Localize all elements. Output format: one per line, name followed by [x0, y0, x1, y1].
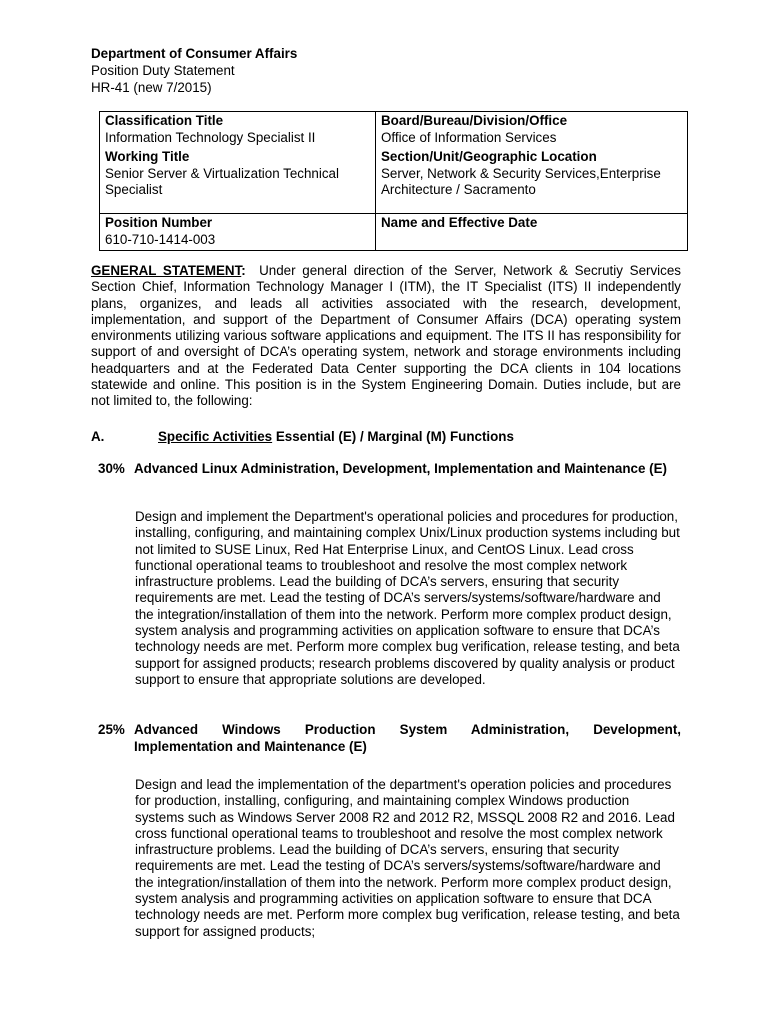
general-statement-heading: GENERAL STATEMENT [91, 263, 242, 278]
classification-cell [100, 112, 376, 149]
position-number-cell [100, 214, 376, 251]
department-name: Department of Consumer Affairs [91, 46, 298, 61]
section-a-letter: A. [91, 429, 105, 444]
board-label: Board/Bureau/Division/Office [381, 113, 568, 128]
board-value: Office of Information Services [381, 129, 557, 145]
section-a-rest: Essential (E) / Marginal (M) Functions [275, 429, 514, 444]
duty-1-body: Design and implement the Department's operational policies and procedures for production, installing, configuring, and maintaining complex Unix/Linux production systems including but not limited to SUSE Linux, Red Hat Enterprise Linux, and CentOS Linux. Lead cross functional operational teams to troubleshoot and resolve the most complex network infrastructure problems. Lead the building of DCA’s servers, ensuring that security requirements are met. Lead the testing of DCA’s servers/systems/software/hardware and the integration/installation of them into the network. Perform more complex product design, system analysis and programming activities on application software to ensure that DCA’s technology needs are met. Perform more complex bug verification, release testing, and beta support for assigned products; research problems discovered by quality analysis or product support to ensure that appropriate solutions are developed. [135, 509, 680, 687]
name-date-label: Name and Effective Date [381, 215, 538, 230]
position-info-table [99, 111, 688, 251]
document-header [91, 45, 297, 96]
section-label: Section/Unit/Geographic Location [381, 149, 597, 164]
board-cell [376, 112, 688, 149]
position-number-value: 610-710-1414-003 [105, 231, 216, 247]
working-title-label: Working Title [105, 149, 190, 164]
working-title-cell [100, 148, 376, 214]
working-title-value: Senior Server & Virtualization Technical Specialist [105, 165, 339, 197]
duty-2-title: Advanced Windows Production System Administration, Development, Implementation and Maintenance (E) [134, 722, 681, 754]
duty-1-title: Advanced Linux Administration, Development, Implementation and Maintenance (E) [134, 461, 667, 476]
name-date-cell [376, 214, 688, 251]
duty-1-percent: 30% [98, 461, 125, 476]
classification-label: Classification Title [105, 113, 224, 128]
general-statement-text: Under general direction of the Server, Network & Secrutiy Services Section Chief, Information Technology Manager I (ITM), the IT Specialist (ITS) II independently plans, organizes, and leads all activities associated with the research, development, implementation, and support of the Department of Consumer Affairs (DCA) operating system environments utilizing various software applications and equipment. The ITS II has responsibility for support of and oversight of DCA’s operating system, network and storage environments including headquarters and at the Federated Data Center supporting the DCA clients in 104 locations statewide and online. This position is in the System Engineering Domain. Duties include, but are not limited to, the following: [91, 263, 681, 409]
section-a-underlined: Specific Activities [158, 429, 273, 444]
duty-2-body: Design and lead the implementation of the department's operation policies and procedures for production, installing, configuring, and maintaining complex Windows production systems such as Windows Server 2008 R2 and 2012 R2, MSSQL 2008 R2 and 2016. Lead cross functional operational teams to troubleshoot and resolve the most complex network infrastructure problems. Lead the building of DCA’s servers, ensuring that security requirements are met. Lead the testing of DCA’s servers/systems/software/hardware and the integration/installation of them into the network. Perform more complex product design, system analysis and programming activities on application software to ensure that DCA technology needs are met. Perform more complex bug verification, release testing, and beta support for assigned products; [135, 777, 680, 939]
position-number-label: Position Number [105, 215, 213, 230]
classification-value: Information Technology Specialist II [105, 129, 316, 145]
duty-2-percent: 25% [98, 722, 125, 737]
section-value: Server, Network & Security Services,Enterprise Architecture / Sacramento [381, 165, 661, 197]
section-cell [376, 148, 688, 214]
form-id: HR-41 (new 7/2015) [91, 80, 212, 95]
section-a-heading [91, 428, 514, 445]
document-type: Position Duty Statement [91, 63, 235, 78]
general-statement: GENERAL STATEMENT: Under general direction of the Server, Network & Secrutiy Services Section Chief, Information Technology Manager I (ITM), the IT Specialist (ITS) II independently plans, organizes, and leads all activities associated with the research, development, implementation, and support of the Department of Consumer Affairs (DCA) operating system environments utilizing various software applications and equipment. The ITS II has responsibility for support of and oversight of DCA’s operating system, network and storage environments including headquarters and at the Federated Data Center supporting the DCA clients in 104 locations statewide and online. This position is in the System Engineering Domain. Duties include, but are not limited to, the following: [91, 263, 681, 409]
